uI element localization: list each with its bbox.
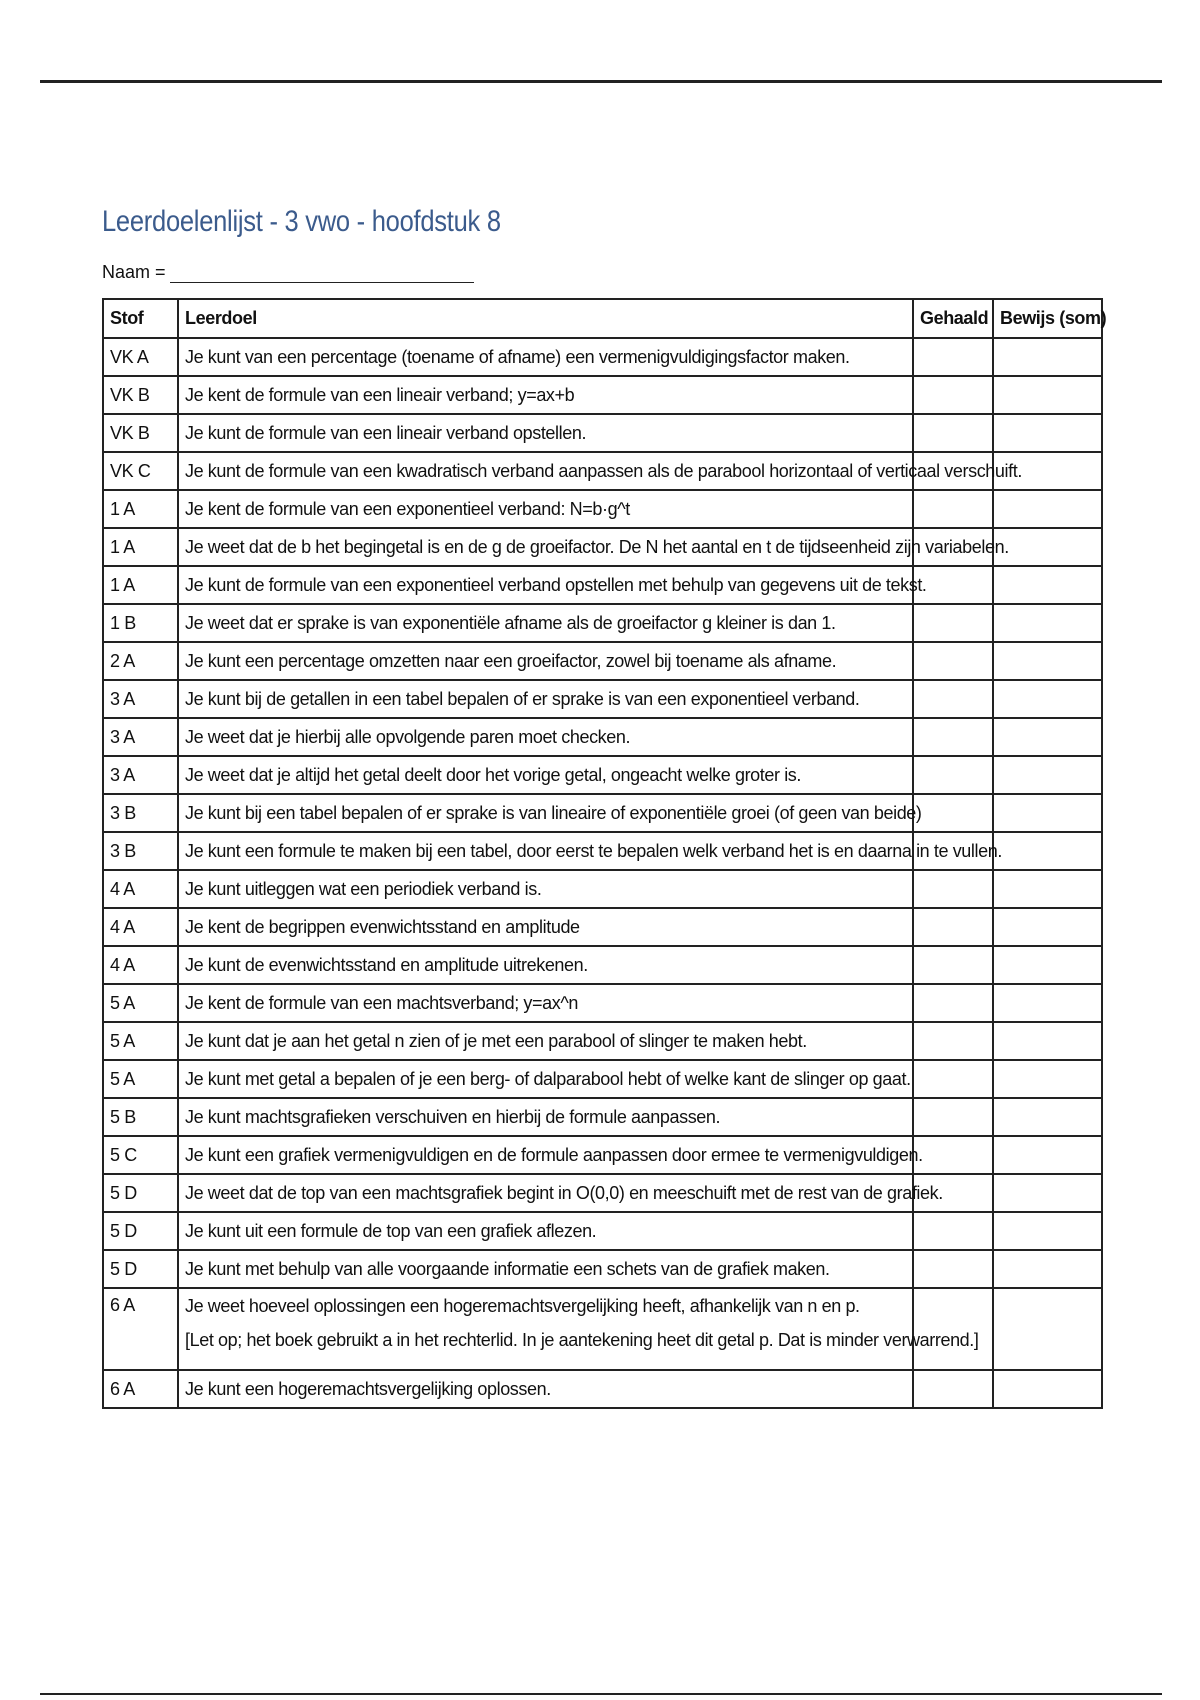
cell-bewijs[interactable]: [993, 1136, 1102, 1174]
cell-gehaald[interactable]: [913, 1288, 993, 1370]
cell-gehaald[interactable]: [913, 1022, 993, 1060]
cell-bewijs[interactable]: [993, 1212, 1102, 1250]
table-row: [103, 490, 1102, 528]
table-row: [103, 1060, 1102, 1098]
table-row: [103, 376, 1102, 414]
cell-gehaald[interactable]: [913, 376, 993, 414]
table-row: [103, 718, 1102, 756]
cell-leerdoel: Je kent de begrippen evenwichtsstand en amplitude: [178, 908, 913, 946]
cell-leerdoel: Je kunt de evenwichtsstand en amplitude uitrekenen.: [178, 946, 913, 984]
cell-gehaald[interactable]: [913, 680, 993, 718]
cell-bewijs[interactable]: [993, 528, 1102, 566]
cell-leerdoel: Je weet dat de b het begingetal is en de g de groeifactor. De N het aantal en t de tijdseenheid zijn variabelen.: [178, 528, 913, 566]
table-row: [103, 1022, 1102, 1060]
cell-gehaald[interactable]: [913, 908, 993, 946]
table-row: [103, 1098, 1102, 1136]
cell-stof: 4 A: [103, 870, 178, 908]
cell-leerdoel: Je kunt uitleggen wat een periodiek verband is.: [178, 870, 913, 908]
cell-leerdoel: Je kunt de formule van een lineair verband opstellen.: [178, 414, 913, 452]
table-row: [103, 566, 1102, 604]
page-title: Leerdoelenlijst - 3 vwo - hoofdstuk 8: [102, 205, 501, 238]
table-row: [103, 1288, 1102, 1370]
cell-stof: VK C: [103, 452, 178, 490]
cell-stof: 1 B: [103, 604, 178, 642]
cell-gehaald[interactable]: [913, 946, 993, 984]
cell-leerdoel: Je kunt met behulp van alle voorgaande informatie een schets van de grafiek maken.: [178, 1250, 913, 1288]
cell-bewijs[interactable]: [993, 984, 1102, 1022]
cell-leerdoel: Je weet dat je altijd het getal deelt door het vorige getal, ongeacht welke groter is.: [178, 756, 913, 794]
cell-stof: 4 A: [103, 908, 178, 946]
leerdoel-note: [Let op; het boek gebruikt a in het rechterlid. In je aantekening heet dit getal p. Dat is minder verwarrend.]: [185, 1330, 979, 1350]
cell-stof: 5 C: [103, 1136, 178, 1174]
cell-bewijs[interactable]: [993, 832, 1102, 870]
cell-stof: 5 A: [103, 1060, 178, 1098]
cell-stof: 3 A: [103, 680, 178, 718]
table-row: [103, 870, 1102, 908]
cell-leerdoel: Je weet dat de top van een machtsgrafiek begint in O(0,0) en meeschuift met de rest van de grafiek.: [178, 1174, 913, 1212]
cell-leerdoel: Je kunt dat je aan het getal n zien of je met een parabool of slinger te maken hebt.: [178, 1022, 913, 1060]
cell-leerdoel: Je kunt een grafiek vermenigvuldigen en de formule aanpassen door ermee te vermenigvuldigen.: [178, 1136, 913, 1174]
cell-gehaald[interactable]: [913, 1370, 993, 1408]
cell-stof: 3 A: [103, 718, 178, 756]
cell-leerdoel: Je kunt de formule van een kwadratisch verband aanpassen als de parabool horizontaal of verticaal verschuift.: [178, 452, 913, 490]
cell-bewijs[interactable]: [993, 794, 1102, 832]
bottom-rule: [40, 1693, 1162, 1695]
cell-stof: 5 A: [103, 984, 178, 1022]
cell-stof: 1 A: [103, 528, 178, 566]
cell-leerdoel: Je kunt een formule te maken bij een tabel, door eerst te bepalen welk verband het is en daarna in te vullen.: [178, 832, 913, 870]
table-row: [103, 528, 1102, 566]
cell-bewijs[interactable]: [993, 604, 1102, 642]
cell-stof: 1 A: [103, 490, 178, 528]
top-rule: [40, 80, 1162, 83]
table-row: [103, 338, 1102, 376]
table-row: [103, 1212, 1102, 1250]
cell-bewijs[interactable]: [993, 376, 1102, 414]
cell-gehaald[interactable]: [913, 1060, 993, 1098]
cell-bewijs[interactable]: [993, 908, 1102, 946]
cell-stof: 1 A: [103, 566, 178, 604]
cell-stof: 3 B: [103, 794, 178, 832]
cell-stof: 5 D: [103, 1212, 178, 1250]
table-row: [103, 832, 1102, 870]
cell-gehaald[interactable]: [913, 604, 993, 642]
cell-leerdoel: [178, 1288, 979, 1370]
cell-gehaald[interactable]: [913, 794, 993, 832]
cell-bewijs[interactable]: [993, 1060, 1102, 1098]
cell-bewijs[interactable]: [993, 1022, 1102, 1060]
table-row: [103, 1174, 1102, 1212]
naam-label: Naam =: [102, 262, 166, 282]
table-row: [103, 1136, 1102, 1174]
table-row: [103, 1370, 1102, 1408]
cell-leerdoel: Je kunt bij de getallen in een tabel bepalen of er sprake is van een exponentieel verband.: [178, 680, 913, 718]
cell-stof: 6 A: [103, 1370, 178, 1408]
table-row: [103, 984, 1102, 1022]
cell-bewijs[interactable]: [993, 1250, 1102, 1288]
cell-gehaald[interactable]: [913, 338, 993, 376]
learning-goals-table: [102, 298, 1107, 1409]
cell-bewijs[interactable]: [993, 566, 1102, 604]
cell-bewijs[interactable]: [993, 1370, 1102, 1408]
cell-bewijs[interactable]: [993, 414, 1102, 452]
cell-leerdoel: Je kent de formule van een exponentieel verband: N=b·g^t: [178, 490, 913, 528]
cell-stof: VK B: [103, 376, 178, 414]
table-row: [103, 908, 1102, 946]
cell-stof: 3 B: [103, 832, 178, 870]
cell-stof: 4 A: [103, 946, 178, 984]
table-row: [103, 642, 1102, 680]
header-leerdoel: Leerdoel: [178, 299, 913, 338]
cell-leerdoel: Je kunt uit een formule de top van een grafiek aflezen.: [178, 1212, 913, 1250]
cell-bewijs[interactable]: [993, 490, 1102, 528]
cell-bewijs[interactable]: [993, 1174, 1102, 1212]
cell-bewijs[interactable]: [993, 870, 1102, 908]
cell-leerdoel: Je kunt de formule van een exponentieel verband opstellen met behulp van gegevens uit de tekst.: [178, 566, 913, 604]
cell-gehaald[interactable]: [913, 718, 993, 756]
cell-leerdoel: Je kunt van een percentage (toename of afname) een vermenigvuldigingsfactor maken.: [178, 338, 913, 376]
cell-gehaald[interactable]: [913, 756, 993, 794]
cell-leerdoel: Je weet dat je hierbij alle opvolgende paren moet checken.: [178, 718, 913, 756]
table-header-row: [103, 299, 1102, 338]
header-bewijs: Bewijs (som): [993, 299, 1102, 338]
cell-stof: 5 D: [103, 1174, 178, 1212]
cell-leerdoel: Je kunt machtsgrafieken verschuiven en hierbij de formule aanpassen.: [178, 1098, 913, 1136]
cell-stof: 2 A: [103, 642, 178, 680]
cell-gehaald[interactable]: [913, 414, 993, 452]
cell-stof: 6 A: [103, 1288, 178, 1370]
cell-gehaald[interactable]: [913, 870, 993, 908]
leerdoel-line: Je weet hoeveel oplossingen een hogeremachtsvergelijking heeft, afhankelijk van n en p.: [185, 1296, 860, 1316]
table-row: [103, 756, 1102, 794]
cell-gehaald[interactable]: [913, 1098, 993, 1136]
cell-bewijs[interactable]: [993, 946, 1102, 984]
naam-blank-line[interactable]: [170, 264, 474, 283]
cell-bewijs[interactable]: [993, 1288, 1102, 1370]
cell-gehaald[interactable]: [913, 490, 993, 528]
cell-gehaald[interactable]: [913, 1136, 993, 1174]
table-row: [103, 1250, 1102, 1288]
table-row: [103, 680, 1102, 718]
cell-stof: VK A: [103, 338, 178, 376]
cell-bewijs[interactable]: [993, 338, 1102, 376]
cell-stof: 5 D: [103, 1250, 178, 1288]
naam-field: [102, 262, 474, 283]
table-row: [103, 452, 1102, 490]
cell-gehaald[interactable]: [913, 1250, 993, 1288]
table-row: [103, 604, 1102, 642]
cell-leerdoel: Je kunt een percentage omzetten naar een groeifactor, zowel bij toename als afname.: [178, 642, 913, 680]
cell-gehaald[interactable]: [913, 642, 993, 680]
cell-gehaald[interactable]: [913, 1212, 993, 1250]
table-row: [103, 946, 1102, 984]
cell-stof: VK B: [103, 414, 178, 452]
table-row: [103, 794, 1102, 832]
cell-bewijs[interactable]: [993, 642, 1102, 680]
cell-leerdoel: Je kunt een hogeremachtsvergelijking oplossen.: [178, 1370, 913, 1408]
header-stof: Stof: [103, 299, 178, 338]
cell-bewijs[interactable]: [993, 680, 1102, 718]
cell-bewijs[interactable]: [993, 1098, 1102, 1136]
cell-stof: 3 A: [103, 756, 178, 794]
cell-leerdoel: Je kunt bij een tabel bepalen of er sprake is van lineaire of exponentiële groei (of geen van beide): [178, 794, 913, 832]
cell-bewijs[interactable]: [993, 756, 1102, 794]
header-gehaald: Gehaald: [913, 299, 993, 338]
cell-stof: 5 B: [103, 1098, 178, 1136]
cell-leerdoel: Je kent de formule van een machtsverband; y=ax^n: [178, 984, 913, 1022]
cell-leerdoel: Je weet dat er sprake is van exponentiële afname als de groeifactor g kleiner is dan 1.: [178, 604, 913, 642]
cell-gehaald[interactable]: [913, 984, 993, 1022]
cell-stof: 5 A: [103, 1022, 178, 1060]
cell-leerdoel: Je kent de formule van een lineair verband; y=ax+b: [178, 376, 913, 414]
cell-leerdoel: Je kunt met getal a bepalen of je een berg- of dalparabool hebt of welke kant de slinger op gaat.: [178, 1060, 913, 1098]
cell-bewijs[interactable]: [993, 718, 1102, 756]
table-row: [103, 414, 1102, 452]
